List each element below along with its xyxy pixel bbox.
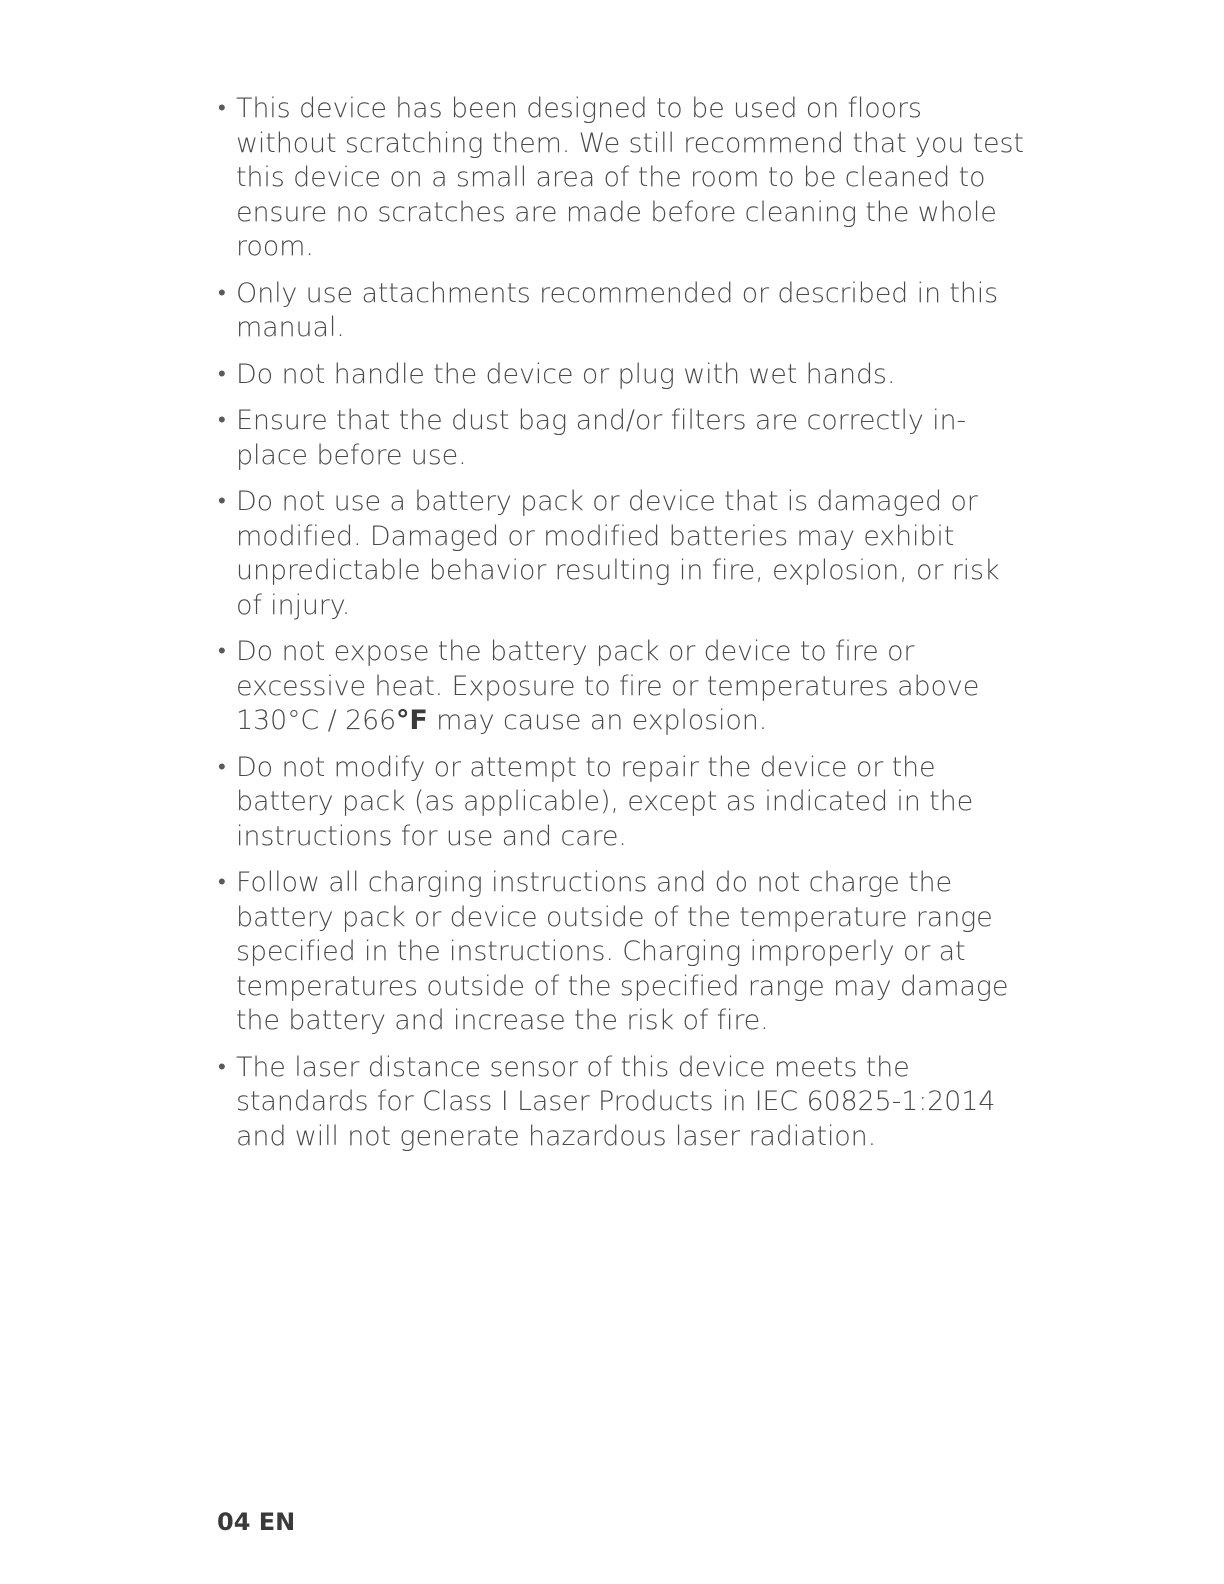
list-item-text: Do not modify or attempt to repair the device or the battery pack (as applicable), except as indicated in the instructions for use and care. — [236, 751, 974, 852]
list-item — [216, 92, 1024, 265]
bullet-icon: • — [218, 408, 226, 433]
fahrenheit-unit: °F — [396, 705, 428, 736]
list-item — [216, 277, 1024, 346]
page-number: 04 EN — [217, 1508, 296, 1536]
heat-warning-text-start: Do not expose the battery pack or device to fire or excessive heat. Exposure to fire or temperatures above 130°C / 266 — [236, 636, 980, 736]
bullet-icon: • — [218, 280, 226, 306]
list-item-text: Follow all charging instructions and do not charge the battery pack or device outside of the temperature range specified in the instructions. Charging improperly or at temperatures outside of the specified range may damage the battery and increase the risk of fire. — [236, 867, 1009, 1036]
bullet-icon: • — [218, 1054, 226, 1080]
list-item-text: This device has been designed to be used on floors without scratching them. We still recommend that you test this device on a small area of the room to be cleaned to ensure no scratches are made before cleaning the whole room. — [236, 93, 1024, 262]
bullet-icon: • — [218, 361, 226, 387]
list-item-text — [236, 636, 979, 736]
list-item-text: Do not use a battery pack or device that is damaged or modified. Damaged or modified batteries may exhibit unpredictable behavior resulting in fire, explosion, or risk of injury. — [236, 486, 1000, 621]
list-item — [216, 358, 1024, 393]
list-item — [216, 485, 1024, 623]
list-item — [216, 404, 1024, 473]
list-item — [216, 751, 1024, 855]
bullet-icon: • — [218, 870, 226, 895]
bullet-icon: • — [218, 489, 226, 514]
bullet-icon: • — [218, 639, 226, 664]
list-item-text: Only use attachments recommended or described in this manual. — [236, 277, 999, 343]
list-item — [216, 866, 1024, 1039]
list-item-text: The laser distance sensor of this device meets the standards for Class I Laser Products in IEC 60825-1:2014 and will not generate hazardous laser radiation. — [236, 1051, 996, 1152]
bullet-icon: • — [218, 96, 226, 121]
list-item — [216, 635, 1024, 739]
list-item-text: Do not handle the device or plug with wet hands. — [236, 358, 896, 390]
list-item-text: Ensure that the dust bag and/or filters are correctly in-place before use. — [236, 405, 966, 471]
safety-instructions-list — [216, 92, 1024, 1166]
bullet-icon: • — [218, 754, 226, 780]
heat-warning-text-end: may cause an explosion. — [427, 705, 768, 736]
list-item — [216, 1051, 1024, 1155]
